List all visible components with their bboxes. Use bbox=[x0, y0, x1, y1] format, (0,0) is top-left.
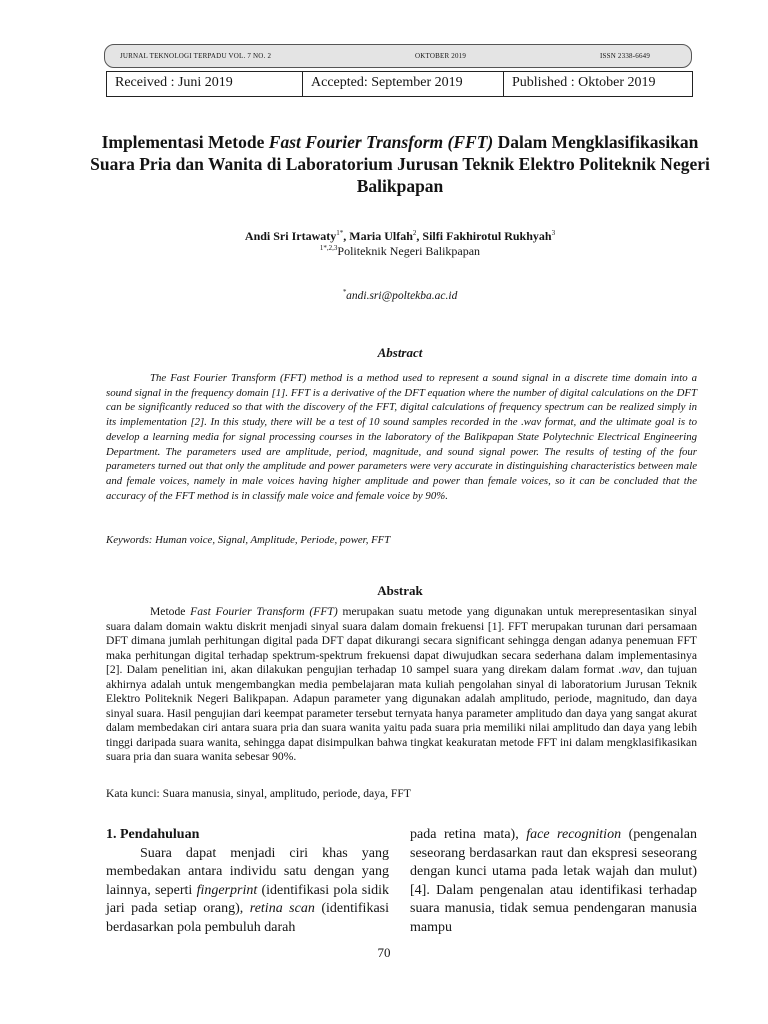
author-2-sup: 2 bbox=[412, 229, 417, 237]
title-suffix: Dalam Mengklasifikasikan Suara Pria dan Wanita di Laboratorium Jurusan Teknik Elektro Politeknik Negeri Balikpapan bbox=[90, 132, 710, 196]
author-email bbox=[80, 288, 720, 302]
author-2: , Maria Ulfah bbox=[343, 229, 413, 243]
abstract-heading: Abstract bbox=[377, 345, 423, 360]
paper-title bbox=[80, 131, 720, 197]
journal-issn: ISSN 2338-6649 bbox=[600, 52, 651, 60]
abstrak-part-1: merupakan suatu metode yang digunakan untuk merepresentasikan sinyal suara dalam domain waktu diskrit menjadi sinyal suara dalam domain frekuensi [1]. FFT merupakan turunan dari persamaan DFT dimana jumlah perhitungan digital pada DFT dapat dikurangi secara significant sehingga dengan adanya penemuan FFT maka perhitungan digital terhadap spektrum-spektrum frekuensi dapat diwujudkan secara sederhana dalam implementasinya [2]. Dalam penelitian ini, akan dilakukan pengujian terhadap 10 sampel suara yang direkam dalam format bbox=[106, 605, 697, 676]
intro-text-3: (identifikasi berdasarkan pola pembuluh darah bbox=[106, 901, 390, 935]
abstrak-keywords: Kata kunci: Suara manusia, sinyal, amplitudo, periode, daya, FFT bbox=[106, 787, 411, 800]
author-list bbox=[80, 229, 720, 244]
intro-paragraph-cont bbox=[410, 826, 697, 937]
journal-name: JURNAL TEKNOLOGI TERPADU VOL. 7 NO. 2 bbox=[120, 52, 272, 60]
author-1: Andi Sri Irtawaty bbox=[244, 229, 337, 243]
title-prefix: Implementasi Metode bbox=[101, 132, 269, 152]
email-address: andi.sri@poltekba.ac.id bbox=[346, 289, 458, 302]
journal-issue-date: OKTOBER 2019 bbox=[415, 52, 467, 60]
title-italic: Fast Fourier Transform (FFT) bbox=[268, 132, 494, 152]
abstrak-part-2: , dan tujuan akhirnya adalah untuk mengembangkan media pembelajaran mata kuliah pengolahan sinyal di laboratorium Jurusan Teknik Elektro Politeknik Negeri Balikpapan. Adapun parameter yang digunakan adalah amplitudo, periode, magnitudo, dan daya sinyal suara. Hasil pengujian dari keempat parameter tersebut ternyata hanya parameter amplitudo dan daya yang sangat akurat dalam membedakan ciri antara suara pria dan suara wanita yaitu pada suara pria memiliki nilai amplitudo dan daya yang lebih tinggi daripada suara wanita, sehingga dapat disimpulkan bahwa tingkat keakuratan metode FFT ini dalam mengklasifikasikan suara pria dan suara wanita sebesar 90%. bbox=[106, 663, 698, 763]
email-sup: * bbox=[342, 288, 347, 296]
abstrak-heading: Abstrak bbox=[377, 583, 423, 598]
intro-text-5: (pengenalan seseorang berdasarkan raut dan ekspresi seseorang dengan kunci utama pada letak wajah dan mulut) [4]. Dalam pengenalan atau identifikasi terhadap suara manusia, tidak semua pendengaran manusia mampu bbox=[410, 827, 697, 935]
intro-text-4: pada retina mata), bbox=[410, 827, 527, 842]
abstrak-lead: Metode bbox=[150, 605, 191, 618]
body-column-left bbox=[106, 826, 389, 937]
abstrak-wav: .wav bbox=[618, 663, 641, 676]
affiliation-name: Politeknik Negeri Balikpapan bbox=[337, 244, 481, 258]
abstrak-body bbox=[106, 605, 697, 765]
fingerprint-term: fingerprint bbox=[196, 882, 258, 898]
abstract-body: The Fast Fourier Transform (FFT) method is a method used to represent a sound signal in a discrete time domain into a sound signal in the frequency domain [1]. FFT is a derivative of the DFT equation where the number of digital calculations on the DFT can be significantly reduced so that with the discovery of the FFT, digital calculations of frequency spectrum can be realized simply in its implementation [2]. In this study, there will be a test of 10 sound samples recorded in the .wav format, and the ultimate goal is to develop a learning media for signal processing courses in the laboratory of the Balikpapan State Polytechnic Electrical Engineering Department. The parameters used are amplitude, period, magnitude, and sound signal power. The results of testing of the four parameters turned out that only the amplitude and power parameters were very accurate in distinguishing characteristics between male and female voices, namely in male voices having higher amplitude and power than female voices, so it can be concluded that the accuracy of the FFT method is in classify male voice and female voice by 90%. bbox=[106, 372, 697, 502]
author-3: , Silfi Fakhirotul Rukhyah bbox=[416, 229, 552, 243]
intro-text-1: Suara dapat menjadi ciri khas yang membedakan antara individu satu dengan yang lainnya, seperti bbox=[106, 845, 389, 898]
journal-header-bar bbox=[104, 44, 692, 68]
author-3-sup: 3 bbox=[551, 229, 556, 237]
abstract-keywords: Keywords: Human voice, Signal, Amplitude, Periode, power, FFT bbox=[106, 534, 391, 546]
affiliation-sup: 1*,2,3 bbox=[319, 244, 338, 252]
accepted-date: Accepted: September 2019 bbox=[303, 72, 504, 96]
section-heading: 1. Pendahuluan bbox=[106, 827, 200, 842]
received-date: Received : Juni 2019 bbox=[107, 72, 303, 96]
retina-scan-term: retina scan bbox=[249, 901, 315, 916]
author-1-sup: 1* bbox=[336, 229, 344, 237]
intro-text-2: (identifikasi pola sidik jari pada setiap orang), bbox=[106, 882, 390, 916]
body-column-right bbox=[410, 826, 697, 937]
abstrak-lead-italic: Fast Fourier Transform (FFT) bbox=[190, 605, 338, 618]
published-date: Published : Oktober 2019 bbox=[512, 75, 656, 90]
face-recognition-term: face recognition bbox=[526, 827, 622, 842]
intro-paragraph bbox=[106, 845, 389, 938]
page-number: 70 bbox=[377, 945, 391, 960]
dates-table bbox=[106, 71, 693, 97]
affiliation bbox=[80, 244, 720, 259]
